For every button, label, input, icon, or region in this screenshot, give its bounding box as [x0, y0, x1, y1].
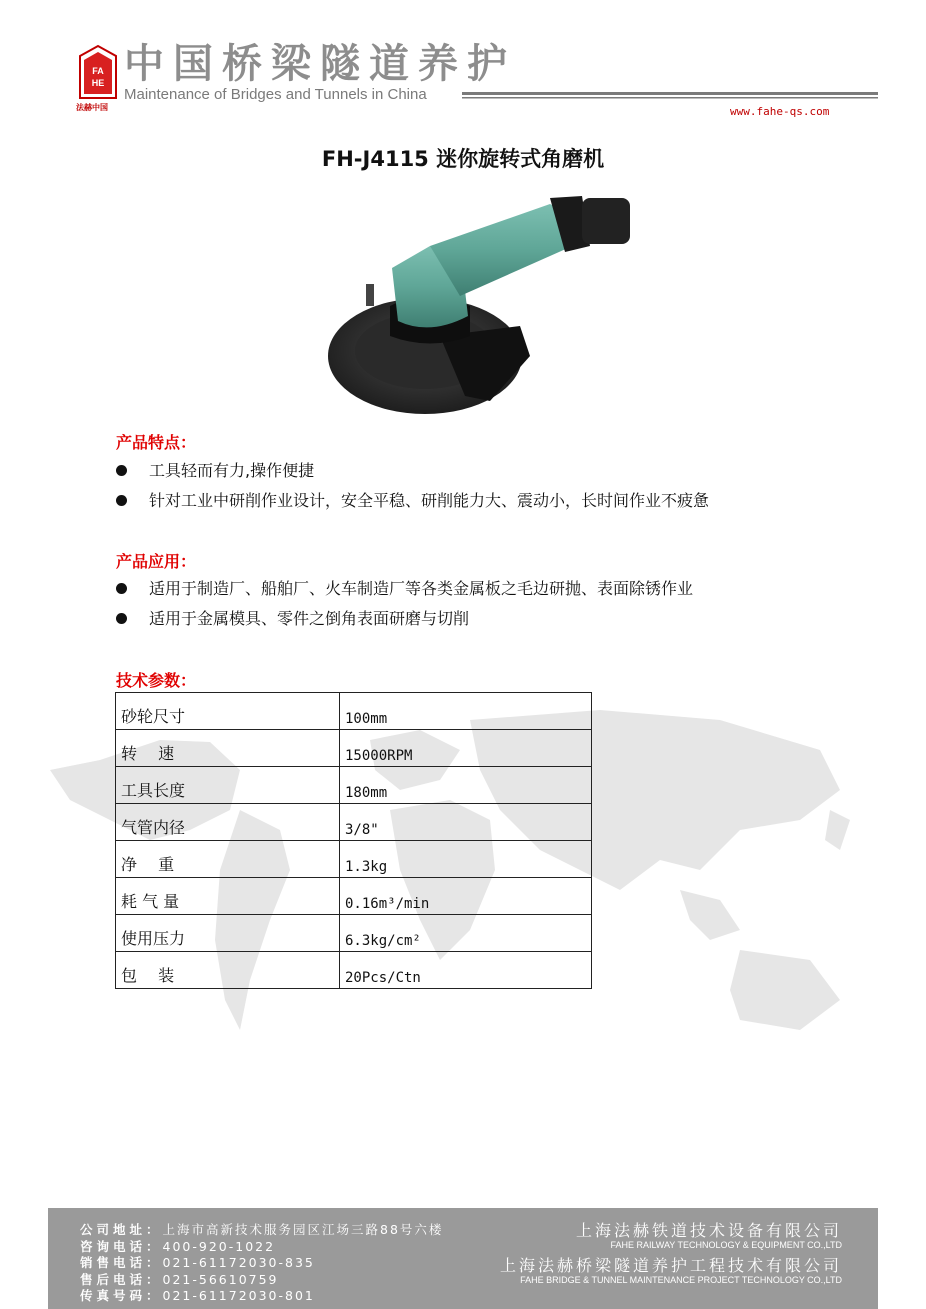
spec-value: 100mm	[340, 693, 592, 730]
spec-value: 15000RPM	[340, 730, 592, 767]
company2-cn: 上海法赫桥梁隧道养护工程技术有限公司	[499, 1256, 842, 1275]
table-row	[116, 693, 592, 730]
spec-value: 180mm	[340, 767, 592, 804]
features-list	[116, 456, 709, 516]
applications-list	[116, 574, 693, 634]
spec-key: 转 速	[116, 730, 340, 767]
fax-line: 传真号码：021-61172030-801	[80, 1288, 315, 1303]
spec-table	[115, 692, 592, 989]
list-item: 工具轻而有力,操作便捷	[116, 456, 709, 486]
company-names	[500, 1222, 842, 1286]
angle-grinder-image	[320, 186, 640, 426]
table-row	[116, 730, 592, 767]
logo-caption: 法赫中国	[76, 103, 108, 112]
bullet-icon	[116, 613, 127, 624]
applications-heading: 产品应用：	[116, 552, 197, 571]
footer	[48, 1208, 878, 1309]
spec-key: 净 重	[116, 841, 340, 878]
spec-value: 0.16m³/min	[340, 878, 592, 915]
address-line: 公司地址：上海市高新技术服务园区江场三路88号六楼	[80, 1222, 444, 1237]
bullet-icon	[116, 495, 127, 506]
company-name-en: Maintenance of Bridges and Tunnels in China	[124, 86, 427, 103]
list-item: 适用于制造厂、船舶厂、火车制造厂等各类金属板之毛边研抛、表面除锈作业	[116, 574, 693, 604]
spec-key: 使用压力	[116, 915, 340, 952]
contact-info	[80, 1222, 443, 1305]
service-line: 售后电话：021-56610759	[80, 1271, 279, 1287]
company1-en: FAHE RAILWAY TECHNOLOGY & EQUIPMENT CO.,LTD	[610, 1240, 842, 1250]
page-title: FH-J4115 迷你旋转式角磨机	[321, 147, 605, 171]
company1-cn: 上海法赫铁道技术设备有限公司	[575, 1221, 842, 1240]
sales-line: 销售电话：021-61172030-835	[80, 1255, 315, 1270]
table-row	[116, 767, 592, 804]
bullet-icon	[116, 583, 127, 594]
table-row	[116, 878, 592, 915]
table-row	[116, 841, 592, 878]
spec-key: 耗 气 量	[116, 878, 340, 915]
spec-key: 砂轮尺寸	[116, 693, 340, 730]
spec-key: 气管内径	[116, 804, 340, 841]
bullet-icon	[116, 465, 127, 476]
spec-value: 20Pcs/Ctn	[340, 952, 592, 989]
spec-key: 工具长度	[116, 767, 340, 804]
fahe-logo-icon	[76, 44, 120, 108]
svg-text:HE: HE	[91, 78, 105, 88]
specs-heading: 技术参数：	[116, 671, 197, 690]
table-row	[116, 952, 592, 989]
consult-line: 咨询电话：400-920-1022	[80, 1238, 276, 1254]
company-name-cn: 中国桥梁隧道养护	[124, 41, 516, 87]
features-heading: 产品特点：	[116, 433, 197, 452]
website-url: www.fahe-qs.com	[730, 105, 830, 118]
table-row	[116, 915, 592, 952]
svg-text:FA: FA	[92, 66, 104, 76]
company2-en: FAHE BRIDGE & TUNNEL MAINTENANCE PROJECT TECHNOLOGY CO.,LTD	[520, 1275, 842, 1285]
spec-value: 6.3kg/cm²	[340, 915, 592, 952]
table-row	[116, 804, 592, 841]
spec-key: 包 装	[116, 952, 340, 989]
list-item: 针对工业中研削作业设计，安全平稳、研削能力大、震动小，长时间作业不疲惫	[116, 486, 709, 516]
spec-value: 3/8"	[340, 804, 592, 841]
list-item: 适用于金属模具、零件之倒角表面研磨与切削	[116, 604, 693, 634]
spec-value: 1.3kg	[340, 841, 592, 878]
header-rule	[462, 90, 878, 102]
